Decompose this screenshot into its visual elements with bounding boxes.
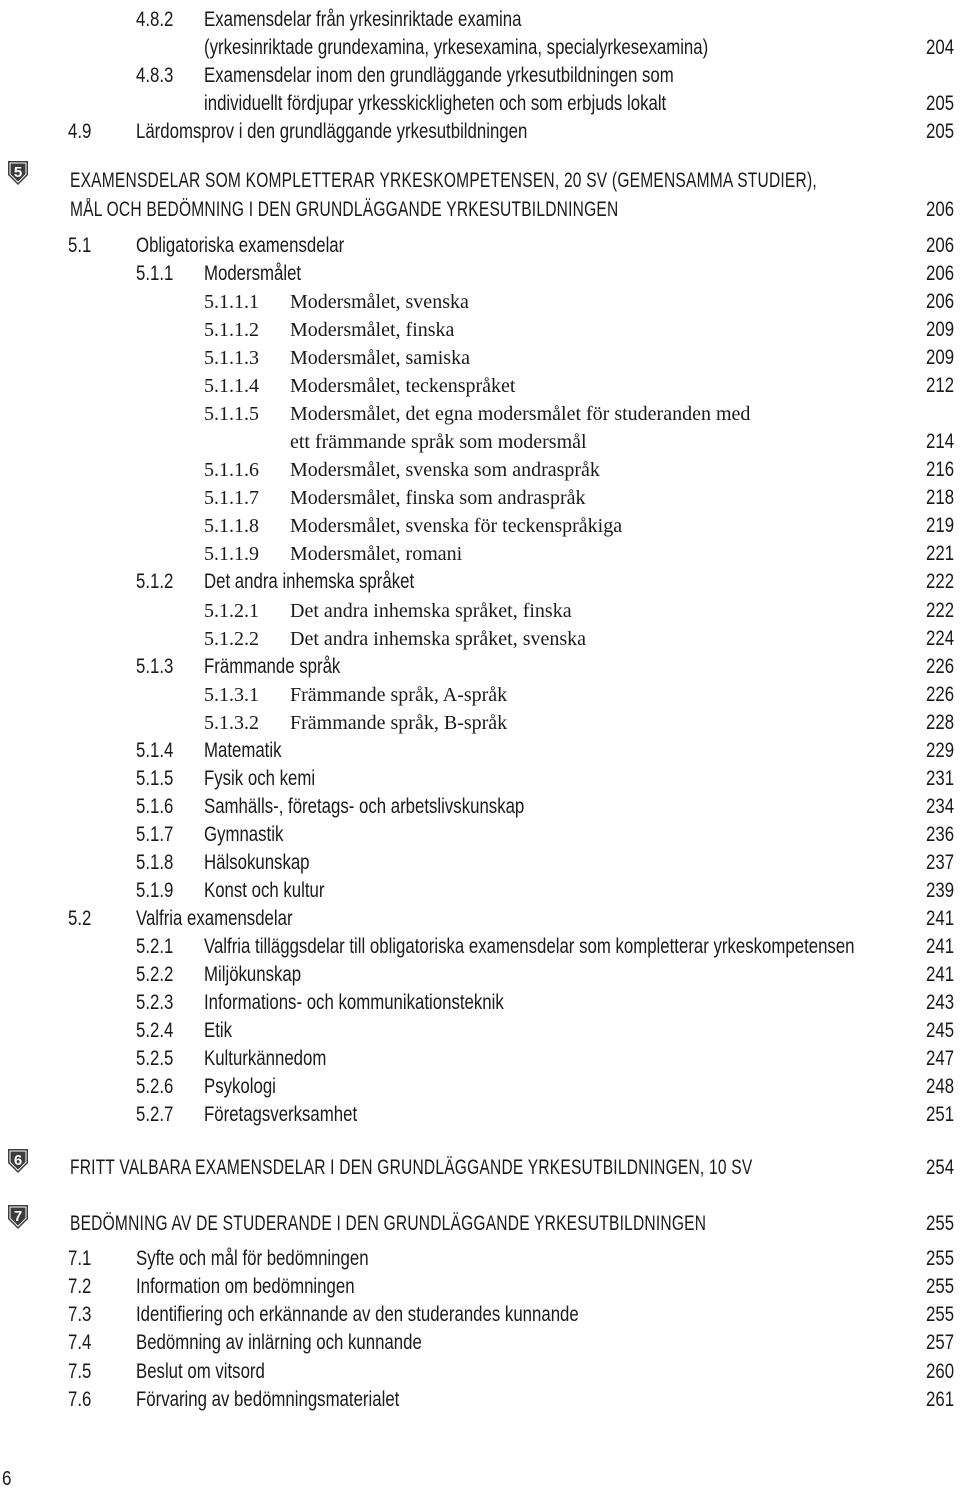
toc-entry-page: 239 xyxy=(925,879,954,902)
chapter-badge xyxy=(6,1148,30,1174)
toc-entry-number: 5.1.9 xyxy=(136,879,174,902)
toc-entry-page: 251 xyxy=(925,1103,954,1126)
toc-entry-number: 4.8.3 xyxy=(136,64,174,87)
toc-entry xyxy=(0,1295,960,1325)
toc-entry-page: 224 xyxy=(925,627,954,650)
toc-entry xyxy=(0,394,960,424)
toc-entry-title: Identifiering och erkännande av den studerandes kunnande xyxy=(136,1303,579,1326)
toc-entry-number: 5.2.4 xyxy=(136,1019,174,1042)
toc-entry-title: Modersmålet, svenska xyxy=(290,291,469,313)
toc-entry-page: 261 xyxy=(925,1388,954,1411)
toc-entry-page: 237 xyxy=(925,851,954,874)
toc-entry-title: Gymnastik xyxy=(204,823,284,846)
toc-entry-page: 206 xyxy=(925,198,954,221)
toc-entry-number: 4.8.2 xyxy=(136,8,174,31)
chapter-heading-row xyxy=(0,190,960,220)
toc-entry xyxy=(0,506,960,536)
toc-entry xyxy=(0,366,960,396)
toc-entry xyxy=(0,1323,960,1353)
toc-entry xyxy=(0,1352,960,1382)
toc-entry-page: 241 xyxy=(925,935,954,958)
toc-entry-title: Information om bedömningen xyxy=(136,1275,355,1298)
toc-entry-number: 7.5 xyxy=(68,1360,92,1383)
toc-entry-title: Bedömning av inlärning och kunnande xyxy=(136,1331,422,1354)
toc-entry xyxy=(0,422,960,452)
toc-entry-title: Informations- och kommunikationsteknik xyxy=(204,991,504,1014)
toc-entry xyxy=(0,1267,960,1297)
toc-entry xyxy=(0,759,960,789)
chapter-badge xyxy=(6,160,30,186)
toc-entry-title: MÅL OCH BEDÖMNING I DEN GRUNDLÄGGANDE YRKESUTBILDNINGEN xyxy=(70,198,619,221)
toc-entry-title: Det andra inhemska språket, finska xyxy=(290,600,572,622)
toc-entry-number: 5.1.1.5 xyxy=(204,403,259,425)
chapter-heading-row xyxy=(0,1148,960,1178)
toc-entry-number: 7.1 xyxy=(68,1247,92,1270)
toc-entry-number: 7.6 xyxy=(68,1388,92,1411)
toc-entry-page: 226 xyxy=(925,655,954,678)
toc-entry-title: Det andra inhemska språket, svenska xyxy=(290,628,587,650)
toc-entry-number: 5.1.1.7 xyxy=(204,487,259,509)
toc-entry-number: 5.2.1 xyxy=(136,935,174,958)
toc-entry xyxy=(0,815,960,845)
toc-entry-number: 5.1.1.8 xyxy=(204,515,259,537)
toc-entry-number: 5.1.1.3 xyxy=(204,347,259,369)
toc-entry xyxy=(0,282,960,312)
toc-entry-title: Obligatoriska examensdelar xyxy=(136,234,345,257)
toc-entry xyxy=(0,0,960,30)
toc-entry-title: Etik xyxy=(204,1019,233,1042)
toc-entry-page: 206 xyxy=(925,234,954,257)
toc-entry-page: 214 xyxy=(925,430,954,453)
toc-entry-title: Psykologi xyxy=(204,1075,276,1098)
toc-entry-page: 218 xyxy=(925,486,954,509)
toc-entry xyxy=(0,871,960,901)
chapter-heading-row xyxy=(0,1204,960,1234)
toc-entry-page: 205 xyxy=(925,92,954,115)
toc-entry-title: Modersmålet, finska xyxy=(290,319,455,341)
toc-entry xyxy=(0,927,960,957)
toc-entry-number: 5.2.6 xyxy=(136,1075,174,1098)
toc-entry-number: 5.1.4 xyxy=(136,739,174,762)
toc-entry xyxy=(0,647,960,677)
toc-entry-title: Matematik xyxy=(204,739,282,762)
toc-entry-title: Företagsverksamhet xyxy=(204,1103,358,1126)
toc-entry-page: 255 xyxy=(925,1247,954,1270)
toc-entry xyxy=(0,28,960,58)
toc-entry-number: 5.1.1.9 xyxy=(204,543,259,565)
toc-entry-page: 209 xyxy=(925,346,954,369)
toc-entry xyxy=(0,1039,960,1069)
chapter-badge xyxy=(6,1204,30,1230)
toc-entry xyxy=(0,112,960,142)
toc-entry-page: 255 xyxy=(925,1275,954,1298)
toc-entry-title: BEDÖMNING AV DE STUDERANDE I DEN GRUNDLÄGGANDE YRKESUTBILDNINGEN xyxy=(70,1212,707,1235)
toc-entry-number: 5.2.5 xyxy=(136,1047,174,1070)
toc-entry-page: 216 xyxy=(925,458,954,481)
toc-entry xyxy=(0,478,960,508)
toc-entry-number: 5.1.3.1 xyxy=(204,684,259,706)
toc-entry xyxy=(0,562,960,592)
toc-entry-title: Modersmålet, romani xyxy=(290,543,463,565)
toc-entry-page: 229 xyxy=(925,739,954,762)
toc-entry xyxy=(0,619,960,649)
toc-entry-title: Kulturkännedom xyxy=(204,1047,327,1070)
toc-entry-page: 219 xyxy=(925,514,954,537)
toc-entry-title: Modersmålet, det egna modersmålet för studeranden med xyxy=(290,403,751,425)
toc-entry-number: 5.1.7 xyxy=(136,823,174,846)
toc-entry-title: Främmande språk, B-språk xyxy=(290,712,508,734)
toc-entry-title: (yrkesinriktade grundexamina, yrkesexamina, specialyrkesexamina) xyxy=(204,36,709,59)
toc-entry-number: 5.1.3.2 xyxy=(204,712,259,734)
toc-entry-page: 243 xyxy=(925,991,954,1014)
toc-entry xyxy=(0,591,960,621)
toc-entry-number: 5.1.1.4 xyxy=(204,375,259,397)
toc-entry-title: Modersmålet, svenska för teckenspråkiga xyxy=(290,515,623,537)
toc-entry xyxy=(0,254,960,284)
toc-entry xyxy=(0,310,960,340)
toc-entry-title: Främmande språk, A-språk xyxy=(290,684,508,706)
toc-entry-page: 255 xyxy=(925,1212,954,1235)
toc-entry-title: Samhälls-, företags- och arbetslivskunskap xyxy=(204,795,525,818)
toc-entry-number: 7.3 xyxy=(68,1303,92,1326)
toc-entry-title: ett främmande språk som modersmål xyxy=(290,431,587,453)
toc-entry-page: 254 xyxy=(925,1156,954,1179)
toc-entry-number: 5.1 xyxy=(68,234,92,257)
toc-entry-page: 212 xyxy=(925,374,954,397)
toc-entry-page: 206 xyxy=(925,290,954,313)
toc-entry xyxy=(0,843,960,873)
toc-entry-page: 222 xyxy=(925,570,954,593)
toc-entry-title: Examensdelar inom den grundläggande yrkesutbildningen som xyxy=(204,64,674,87)
toc-entry-number: 5.1.1 xyxy=(136,262,174,285)
toc-entry-page: 226 xyxy=(925,683,954,706)
toc-entry xyxy=(0,226,960,256)
toc-entry-page: 204 xyxy=(925,36,954,59)
toc-entry xyxy=(0,1239,960,1269)
toc-entry xyxy=(0,899,960,929)
toc-entry xyxy=(0,338,960,368)
chapter-number: 7 xyxy=(13,1208,23,1225)
toc-entry xyxy=(0,955,960,985)
toc-entry-page: 206 xyxy=(925,262,954,285)
toc-entry-number: 5.2 xyxy=(68,907,92,930)
toc-entry-title: Fysik och kemi xyxy=(204,767,316,790)
toc-entry-number: 5.1.1.2 xyxy=(204,319,259,341)
toc-entry-title: Valfria examensdelar xyxy=(136,907,293,930)
toc-entry-number: 7.2 xyxy=(68,1275,92,1298)
toc-entry xyxy=(0,703,960,733)
toc-entry-page: 221 xyxy=(925,542,954,565)
toc-entry-number: 5.1.3 xyxy=(136,655,174,678)
toc-entry-number: 5.1.8 xyxy=(136,851,174,874)
toc-entry-title: Modersmålet, svenska som andraspråk xyxy=(290,459,600,481)
toc-entry-number: 7.4 xyxy=(68,1331,92,1354)
toc-entry xyxy=(0,675,960,705)
toc-entry-number: 5.1.6 xyxy=(136,795,174,818)
toc-entry-number: 4.9 xyxy=(68,120,92,143)
toc-entry-title: EXAMENSDELAR SOM KOMPLETTERAR YRKESKOMPETENSEN, 20 SV (GEMENSAMMA STUDIER), xyxy=(70,169,817,192)
toc-entry-title: Hälsokunskap xyxy=(204,851,310,874)
toc-entry xyxy=(0,983,960,1013)
toc-entry xyxy=(0,731,960,761)
toc-entry xyxy=(0,534,960,564)
toc-entry-page: 248 xyxy=(925,1075,954,1098)
toc-entry-number: 5.1.2.2 xyxy=(204,628,259,650)
toc-entry-page: 234 xyxy=(925,795,954,818)
toc-entry-title: Syfte och mål för bedömningen xyxy=(136,1247,369,1270)
toc-entry-number: 5.1.2 xyxy=(136,570,174,593)
toc-entry-page: 222 xyxy=(925,599,954,622)
chapter-number: 5 xyxy=(13,164,23,181)
toc-entry xyxy=(0,84,960,114)
toc-entry-title: Konst och kultur xyxy=(204,879,325,902)
toc-entry-number: 5.1.1.6 xyxy=(204,459,259,481)
toc-entry-page: 231 xyxy=(925,767,954,790)
toc-entry xyxy=(0,1380,960,1410)
toc-entry-number: 5.1.1.1 xyxy=(204,291,259,313)
toc-entry-page: 257 xyxy=(925,1331,954,1354)
toc-entry-title: Examensdelar från yrkesinriktade examina xyxy=(204,8,522,31)
toc-entry-title: Det andra inhemska språket xyxy=(204,570,415,593)
toc-entry-page: 241 xyxy=(925,907,954,930)
toc-entry-title: Lärdomsprov i den grundläggande yrkesutbildningen xyxy=(136,120,528,143)
toc-entry-title: Främmande språk xyxy=(204,655,341,678)
toc-entry xyxy=(0,787,960,817)
toc-entry-title: Modersmålet xyxy=(204,262,302,285)
toc-entry xyxy=(0,1011,960,1041)
toc-entry-number: 5.2.2 xyxy=(136,963,174,986)
toc-entry-number: 5.1.2.1 xyxy=(204,600,259,622)
toc-entry-page: 241 xyxy=(925,963,954,986)
toc-entry-number: 5.2.7 xyxy=(136,1103,174,1126)
toc-entry-page: 255 xyxy=(925,1303,954,1326)
toc-entry-page: 209 xyxy=(925,318,954,341)
toc-entry-title: Modersmålet, teckenspråket xyxy=(290,375,516,397)
toc-entry-page: 228 xyxy=(925,711,954,734)
toc-entry-title: Valfria tilläggsdelar till obligatoriska examensdelar som kompletterar yrkeskompetensen xyxy=(204,935,855,958)
toc-entry-title: Förvaring av bedömningsmaterialet xyxy=(136,1388,400,1411)
toc-entry-page: 205 xyxy=(925,120,954,143)
toc-entry-page: 245 xyxy=(925,1019,954,1042)
toc-entry-title: Modersmålet, finska som andraspråk xyxy=(290,487,586,509)
toc-entry xyxy=(0,450,960,480)
page-number: 6 xyxy=(2,1468,12,1490)
toc-entry-title: Miljökunskap xyxy=(204,963,302,986)
toc-entry-page: 236 xyxy=(925,823,954,846)
toc-entry xyxy=(0,1067,960,1097)
toc-entry-page: 260 xyxy=(925,1360,954,1383)
toc-entry-title: Modersmålet, samiska xyxy=(290,347,470,369)
toc-entry-number: 5.2.3 xyxy=(136,991,174,1014)
chapter-heading-row xyxy=(0,161,960,191)
chapter-number: 6 xyxy=(13,1152,23,1169)
toc-entry-page: 247 xyxy=(925,1047,954,1070)
toc-entry-title: FRITT VALBARA EXAMENSDELAR I DEN GRUNDLÄGGANDE YRKESUTBILDNINGEN, 10 SV xyxy=(70,1156,753,1179)
toc-entry-title: Beslut om vitsord xyxy=(136,1360,265,1383)
toc-entry xyxy=(0,56,960,86)
toc-entry xyxy=(0,1095,960,1125)
toc-entry-title: individuellt fördjupar yrkesskickligheten och som erbjuds lokalt xyxy=(204,92,667,115)
toc-entry-number: 5.1.5 xyxy=(136,767,174,790)
